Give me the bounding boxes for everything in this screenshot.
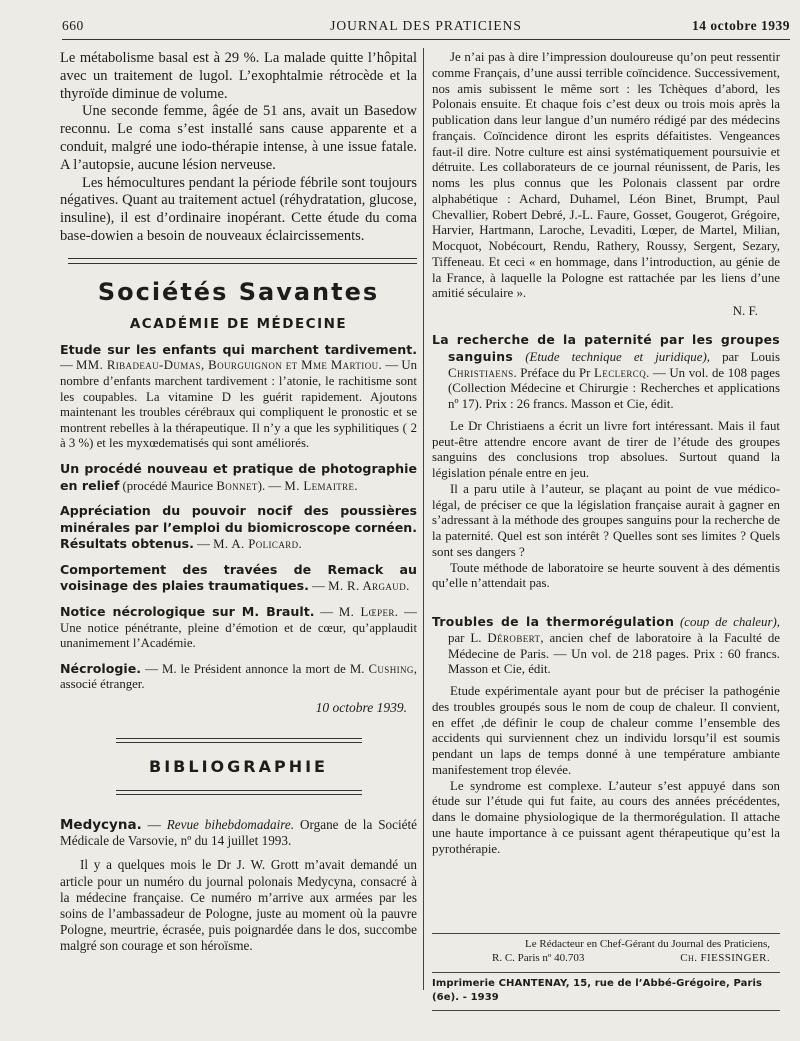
entry-title: Un procédé nouveau et pratique de photographie en relief xyxy=(60,460,417,493)
book-heading xyxy=(432,614,780,678)
review-title: Medycyna. xyxy=(60,817,142,834)
book-details: par Louis xyxy=(722,349,781,364)
intro-text xyxy=(60,50,417,246)
entry-title: Etude sur les enfants qui marchent tardivement. xyxy=(60,341,417,357)
entry-paren-name: Bonnet xyxy=(216,478,258,493)
book-title: Troubles de la thermorégulation xyxy=(432,614,675,629)
book-details: . Préface du Pr xyxy=(513,365,591,380)
review-subtitle: Revue bihebdomadaire. xyxy=(166,817,295,833)
section-rule xyxy=(68,258,417,264)
right-column xyxy=(432,50,780,857)
entry-title: Notice nécrologique sur M. Brault. xyxy=(60,604,315,620)
academy-entry: Notice nécrologique sur M. Brault. — M. Lœper. — Une notice pénétrante, pleine d’émotion et de cœur, qu’applaudit unanimement l’Académie. xyxy=(60,604,417,651)
academy-entry: Appréciation du pouvoir nocif des poussières minérales par l’emploi du biomicroscope cornéen. Résultats obtenus. — M. A. Policard. xyxy=(60,503,417,552)
entry-text: Une notice pénétrante, pleine d’émotion et de cœur, qu’applaudit unanimement l’Académie. xyxy=(60,620,417,651)
editor-line: Le Rédacteur en Chef-Gérant du Journal des Praticiens, xyxy=(525,938,770,950)
imprint-footer xyxy=(432,933,780,1011)
entry-text: M. le Président annonce la mort de M. xyxy=(161,661,365,676)
left-column xyxy=(60,50,417,955)
paragraph: Le syndrome est complexe. L’auteur s’est appuyé dans son étude sur l’étude qui fut faite, au cours des années précédentes, dans le domaine physiologique de la thermorégulation. Il attache une haute importance à ce puissant agent thérapeutique qu’est la pyrothérapie. xyxy=(432,778,780,856)
academy-entry: Comportement des travées de Remack au voisinage des plaies traumatiques. — M. R. Argaud. xyxy=(60,561,417,594)
paragraph: Il y a quelques mois le Dr J. W. Grott m’avait demandé un article pour un numéro du journal polonais Medycyna, consacré à la médecine française. Ce numéro m’arrive aux armées par les soins de l’ambassadeur de Pologne, juste au moment où la pauvre Pologne, meurtrie, écrasée, puis poignardée dans le dos, succombe malgré son courage et son héroïsme. xyxy=(60,857,417,954)
paragraph: Le Dr Christiaens a écrit un livre fort intéressant. Mais il faut peut-être attendre encore avant de tirer de l’étude des groupes sanguins des conclusions trop absolues. Surtout quand la législation pénale entre en jeu. xyxy=(432,418,780,480)
subsection-title: ACADÉMIE DE MÉDECINE xyxy=(129,315,348,332)
entry-title: Nécrologie. xyxy=(60,660,142,676)
book-details: par L. xyxy=(448,630,482,645)
entry-paren: (procédé Maurice xyxy=(122,478,214,493)
section-title: Sociétés Savantes xyxy=(97,277,380,306)
book-heading xyxy=(432,332,780,413)
book-author: Dérobert xyxy=(487,630,541,645)
page-header xyxy=(62,18,790,40)
paragraph: Les hémocultures pendant la période fébrile sont toujours négatives. Quant au traitement actuel (réhydratation, glucose, insuline), il est d’ordinaire inopérant. Cette étude du coma base-dowien a besoin de nouveaux éclaircissements. xyxy=(60,174,417,244)
journal-title: JOURNAL DES PRATICIENS xyxy=(330,18,522,33)
book-subtitle: (coup de chaleur), xyxy=(680,615,780,629)
meeting-date: 10 octobre 1939. xyxy=(315,700,407,716)
footer-rule xyxy=(432,1010,780,1011)
book-details: , ancien chef de laboratoire à la Faculté de Médecine de Paris. — Un vol. de 218 pages. Prix : 60 francs. Masson et Cie, édit. xyxy=(448,630,780,677)
paragraph: Il a paru utile à l’auteur, se plaçant au point de vue médico-légal, de préciser ce que la législation française aurait à gagner en s’adressant à la méthode des groupes sanguins pour la recherche de la paternité. Quel est son intérêt ? Quelles sont ses limites ? Quels sont ses dangers ? xyxy=(432,481,780,559)
book-preface-author: Leclercq xyxy=(594,365,647,380)
medycyna-review xyxy=(60,817,417,955)
editor-signature: Ch. FIESSINGER. xyxy=(680,952,770,964)
review-initials: N. F. xyxy=(732,303,758,318)
printer-line: Imprimerie CHANTENAY, 15, rue de l’Abbé-Grégoire, Paris (6e). - 1939 xyxy=(432,972,780,1005)
entry-title: Comportement des travées de Remack au voisinage des plaies traumatiques. xyxy=(60,561,417,594)
book-review xyxy=(432,332,780,592)
entry-authors: MM. Ribadeau-Dumas, Bourguignon et Mme Martiou. xyxy=(76,358,383,373)
book-review xyxy=(432,614,780,857)
biblio-rule-top xyxy=(116,738,362,743)
book-details: . — Un vol. de 108 pages (Collection Médecine et Chirurgie : Recherches et applications nº 17). Prix : 26 francs. Masson et Cie, édit. xyxy=(448,365,780,411)
header-rule xyxy=(62,39,790,40)
paragraph: Une seconde femme, âgée de 51 ans, avait un Basedow reconnu. Le coma s’est installé sans cause apparente et a conduit, malgré une iodo-thérapie intense, à une issue fatale. A l’autopsie, aucune lésion nerveuse. xyxy=(60,103,417,173)
entry-authors: M. Lœper. xyxy=(338,605,399,620)
entry-authors: M. R. Argaud. xyxy=(328,579,410,594)
review-lead: Organe de la Société Médicale de Varsovie, nº du 14 juillet 1993. xyxy=(60,817,418,849)
entry-text-name: Cushing xyxy=(368,661,414,676)
registry-number: R. C. Paris nº 40.703 xyxy=(492,952,585,964)
paragraph: Je n’ai pas à dire l’impression douloureuse qu’on peut ressentir comme Français, d’une aussi terrible coïncidence. Successivement, nos amis subissent le même sort : les Tchèques d’abord, les Polonais ensuite. Et chaque fois c’est deux ou trois mois après la publication dans leur langue d’un numéro rédigé par des médecins français. Coïncidence diront les esprits défaitistes. Vengeances faut-il dire. Notre culture est ainsi systématiquement poursuivie et détruite. Les collaborateurs de ce journal réunissent, de Paris, les noms les plus connus que les Polonais classent par ordre alphabétique : Achard, Duhamel, Léon Binet, Brumpt, Paul Chevallier, Robert Debré, J.-L. Faure, Gosset, Gougerot, Grégoire, Harvier, Hartmann, Laroche, Levaditi, Lœper, de Martel, Milian, Mocquot, Nobécourt, Rendu, Rathery, Roussy, Sergent, Sezary, Tiffeneau. Et ceci « en hommage, dans l’introduction, au génie de la France, à laquelle la Pologne est rattachée par les liens d’une amitié séculaire ». xyxy=(432,50,780,301)
academy-entry: Etude sur les enfants qui marchent tardivement. — MM. Ribadeau-Dumas, Bourguignon et Mme Martiou. — Un nombre d’enfants marchent tardivement : l’atonie, le rachitisme sont les coupables. La vitamine D les guérit rapidement. Ajoutons maintenant les troubles cérébraux qui compliquent le pronostic et se montrent rebelles à la thérapeutique. Il n’y a que les syphilitiques ( 2 à 3 %) et les myxœdematisés qui sont améliorés. xyxy=(60,341,417,451)
entry-text: Un nombre d’enfants marchent tardivement : l’atonie, le rachitisme sont les coupables. La vitamine D les guérit rapidement. Ajoutons maintenant les troubles cérébraux qui compliquent le pronostic et se montrent rebelles à la thérapeutique. Il n’y a que les syphilitiques ( 2 à 3 %) et les myxœdematisés qui sont améliorés. xyxy=(60,358,417,451)
paragraph: Etude expérimentale ayant pour but de préciser la pathogénie des troubles groupés sous le nom de coup de chaleur. Il convient, en effet ,de définir le coup de chaleur comme l’ensemble des accidents qui surviennent chez un individu lorsqu’il est soumis pendant un laps de temps donné à une température ambiante manifestement trop élevée. xyxy=(432,684,780,777)
book-author: Christiaens xyxy=(448,365,514,380)
page-number: 660 xyxy=(62,18,84,33)
book-subtitle: (Etude technique et juridique), xyxy=(525,349,710,364)
entry-title: Appréciation du pouvoir nocif des poussières minérales par l’emploi du biomicroscope cornéen. Résultats obtenus. xyxy=(60,503,417,552)
entry-authors: M. A. Policard. xyxy=(213,537,303,552)
book-title: La recherche de la paternité par les groupes sanguins xyxy=(432,332,780,364)
paragraph: Le métabolisme basal est à 29 %. La malade quitte l’hôpital avec un traitement de lugol. L’exophtalmie rétrocède et la thyroïde diminue de volume. xyxy=(60,50,417,102)
biblio-rule-bottom xyxy=(116,790,362,795)
entry-text-end: , associé étranger. xyxy=(60,661,417,692)
paragraph: Toute méthode de laboratoire se heurte souvent à des démentis qu’elle n’attendait pas. xyxy=(432,560,780,591)
column-divider xyxy=(423,48,424,990)
issue-date: 14 octobre 1939 xyxy=(692,18,790,33)
medycyna-heading: Medycyna. — Revue bihebdomadaire. Organe de la Société Médicale de Varsovie, nº du 14 juillet 1993. xyxy=(60,817,418,849)
academy-entry: Un procédé nouveau et pratique de photographie en relief (procédé Maurice Bonnet). — M. Lemaitre. xyxy=(60,460,417,493)
bibliography-title: BIBLIOGRAPHIE xyxy=(149,757,328,777)
academy-entry: Nécrologie. — M. le Président annonce la mort de M. Cushing, associé étranger. xyxy=(60,660,417,692)
entry-paren-end: ). xyxy=(257,478,266,493)
entry-authors: M. Lemaitre. xyxy=(284,478,359,493)
